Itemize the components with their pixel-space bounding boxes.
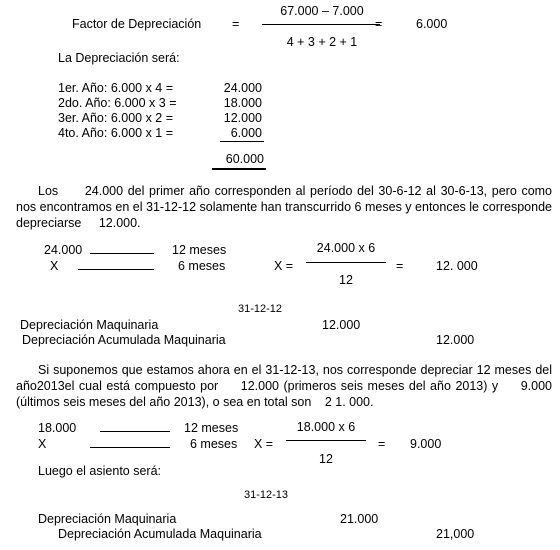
rule2-numerator: 18.000 x 6 (296, 420, 356, 434)
rule2-equals: = (378, 437, 386, 451)
entry1-credit-label: Depreciación Acumulada Maquinaria (22, 333, 226, 347)
rule1-equals: = (396, 259, 404, 273)
p1-amount-2: 12.000. (98, 216, 141, 230)
p2-year-3: 2013 (173, 395, 202, 409)
entry1-debit-value: 12.000 (322, 318, 361, 332)
p1-amount: 24.000 (84, 184, 124, 198)
rule2-denominator: 12 (319, 452, 333, 466)
rule2-x-equals: X = (254, 437, 274, 451)
paragraph-1 (16, 183, 552, 231)
p2-text-1: Si suponemos que estamos ahora en el (38, 363, 262, 377)
rule1-numerator: 24.000 x 6 (316, 241, 376, 255)
factor-equals-2: = (375, 17, 383, 31)
p1-text-4: pero como nos encontramos en el 31-12-12 solamente han transcurrido 6 meses y entonces le corresponde depreciarse (16, 184, 553, 230)
total-value: 60.000 (225, 152, 264, 166)
year-1-label: 1er. Año: 6.000 x 4 = (58, 81, 174, 95)
rule2-x-unit: 6 meses (190, 437, 238, 451)
factor-denominator: 4 + 3 + 2 + 1 (286, 35, 358, 49)
rule2-fraction-bar (286, 440, 366, 441)
rule1-a-unit: 12 meses (172, 243, 227, 257)
factor-fraction-bar (262, 24, 380, 25)
rule2-a: 18.000 (38, 421, 77, 435)
rule1-x-unit: 6 meses (178, 259, 226, 273)
entry2-date: 31-12-13 (244, 489, 289, 501)
p1-text-2: del primer año corresponden al período del (127, 184, 374, 198)
factor-result: 6.000 (416, 17, 448, 31)
year-2-value: 18.000 (223, 96, 262, 110)
entry1-credit-value: 12.000 (436, 333, 475, 347)
rule1-line-1 (90, 253, 154, 254)
depreciation-intro: La Depreciación será: (58, 51, 180, 65)
year-1-value: 24.000 (223, 81, 262, 95)
entry2-debit-value: 21.000 (340, 512, 379, 526)
p2-amount-1: 12.000 (240, 379, 279, 393)
rule1-fraction-bar (306, 262, 386, 263)
year-3-label: 3er. Año: 6.000 x 2 = (58, 111, 174, 125)
p2-text-7: ), o sea en total son (201, 395, 312, 409)
p2-text-3: el cual está compuesto por (64, 379, 219, 393)
factor-label: Factor de Depreciación (72, 17, 202, 31)
rule1-result: 12. 000 (436, 259, 478, 273)
p2-text-4: (primeros seis meses del año (283, 379, 451, 393)
p2-date: 31-12-13 (265, 363, 316, 377)
p2-total: 2 1. 000. (324, 395, 374, 409)
entry2-credit-value: 21,000 (436, 527, 475, 541)
rule2-line-2 (90, 447, 170, 448)
rule1-x-equals: X = (274, 259, 294, 273)
year-3-value: 12.000 (223, 111, 262, 125)
p1-date-2: 30-6-13, (440, 184, 488, 198)
rule2-x: X (38, 437, 47, 451)
year-2-label: 2do. Año: 6.000 x 3 = (58, 96, 177, 110)
paragraph-2 (16, 362, 552, 410)
then-text: Luego el asiento será: (38, 464, 162, 478)
sum-line (220, 141, 264, 142)
rule1-a: 24.000 (44, 243, 83, 257)
p2-year-1: 2013 (36, 379, 65, 393)
rule2-line-1 (100, 431, 170, 432)
p1-text-3: al (426, 184, 436, 198)
rule1-denominator: 12 (339, 273, 353, 287)
p1-text-1: Los (38, 184, 59, 198)
p1-date-1: 30-6-12 (378, 184, 422, 198)
rule1-line-2 (78, 269, 154, 270)
entry2-debit-label: Depreciación Maquinaria (38, 512, 177, 526)
p2-text-2: , nos corresponde depreciar 12 meses del año (16, 363, 553, 393)
year-4-value: 6.000 (230, 126, 262, 140)
factor-numerator: 67.000 – 7.000 (280, 4, 364, 18)
p2-amount-2: 9.000 (520, 379, 552, 393)
rule2-result: 9.000 (410, 437, 442, 451)
entry1-date: 31-12-12 (238, 303, 283, 315)
p2-text-6: (últimos seis meses del año (16, 395, 171, 409)
total-underline (212, 168, 266, 170)
rule1-x: X (50, 259, 59, 273)
p2-text-5: ) y (483, 379, 499, 393)
factor-equals: = (232, 17, 240, 31)
p2-year-2: 2013 (455, 379, 484, 393)
entry1-debit-label: Depreciación Maquinaria (20, 318, 159, 332)
entry2-credit-label: Depreciación Acumulada Maquinaria (58, 527, 262, 541)
year-4-label: 4to. Año: 6.000 x 1 = (58, 126, 174, 140)
rule2-a-unit: 12 meses (184, 421, 239, 435)
